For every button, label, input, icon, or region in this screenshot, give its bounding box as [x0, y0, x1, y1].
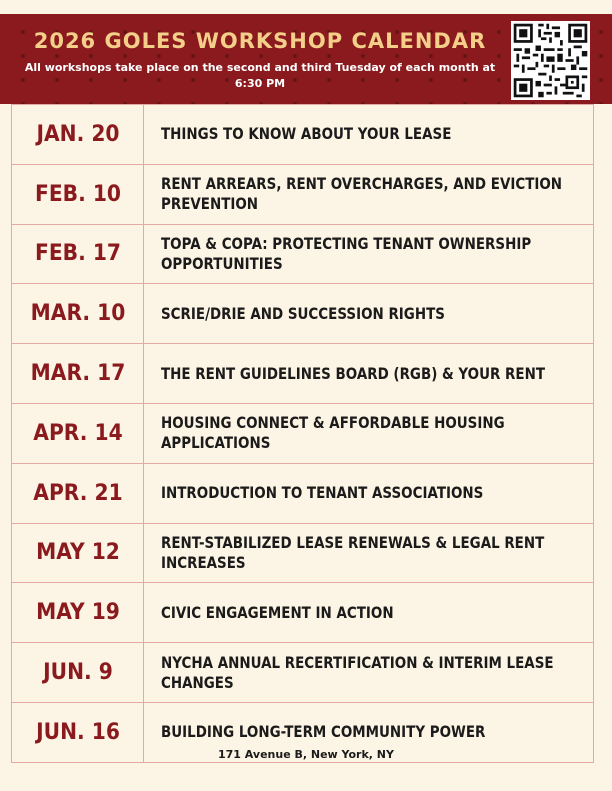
qr-code-graphic [511, 21, 590, 100]
page-subtitle: All workshops take place on the second and third Tuesday of each month at 6:30 PM [24, 61, 496, 90]
table-row [12, 463, 594, 523]
table-row [12, 105, 594, 165]
table-row [12, 583, 594, 643]
workshop-date: APR. 21 [17, 463, 138, 523]
workshop-date: JUN. 9 [17, 643, 138, 703]
workshop-topic: BUILDING LONG-TERM COMMUNITY POWER [161, 722, 486, 742]
workshop-table [11, 104, 594, 763]
table-row [12, 284, 594, 344]
table-row [12, 164, 594, 224]
footer-address: 171 Avenue B, New York, NY [218, 748, 394, 761]
workshop-topic: HOUSING CONNECT & AFFORDABLE HOUSING APPLICATIONS [161, 413, 505, 453]
workshop-topic: CIVIC ENGAGEMENT IN ACTION [161, 602, 394, 622]
workshop-date: JAN. 20 [17, 105, 138, 165]
table-row [12, 643, 594, 703]
table-row [12, 523, 594, 583]
table-row [12, 224, 594, 284]
workshop-date: MAY 12 [17, 523, 138, 583]
workshop-topic: SCRIE/DRIE AND SUCCESSION RIGHTS [161, 303, 445, 323]
page-title: 2026 GOLES WORKSHOP CALENDAR [33, 29, 487, 53]
workshop-topic: THINGS TO KNOW ABOUT YOUR LEASE [161, 124, 452, 144]
table-row [12, 344, 594, 404]
workshop-date: APR. 14 [17, 403, 138, 463]
workshop-date: FEB. 17 [17, 224, 138, 284]
workshop-topic: TOPA & COPA: PROTECTING TENANT OWNERSHIP OPPORTUNITIES [161, 233, 532, 273]
workshop-topic: RENT-STABILIZED LEASE RENEWALS & LEGAL RENT INCREASES [161, 532, 545, 572]
table-row [12, 403, 594, 463]
workshop-topic: NYCHA ANNUAL RECERTIFICATION & INTERIM LEASE CHANGES [161, 652, 554, 692]
workshop-date: JUN. 16 [17, 702, 138, 762]
workshop-topic: RENT ARREARS, RENT OVERCHARGES, AND EVICTION PREVENTION [161, 174, 563, 214]
workshop-date: FEB. 10 [17, 164, 138, 224]
qr-code-icon[interactable] [511, 21, 590, 100]
workshop-date: MAY 19 [17, 583, 138, 643]
workshop-date: MAR. 17 [17, 344, 138, 404]
workshop-topic: INTRODUCTION TO TENANT ASSOCIATIONS [161, 483, 484, 503]
workshop-topic: THE RENT GUIDELINES BOARD (RGB) & YOUR RENT [161, 363, 545, 383]
workshop-date: MAR. 10 [17, 284, 138, 344]
